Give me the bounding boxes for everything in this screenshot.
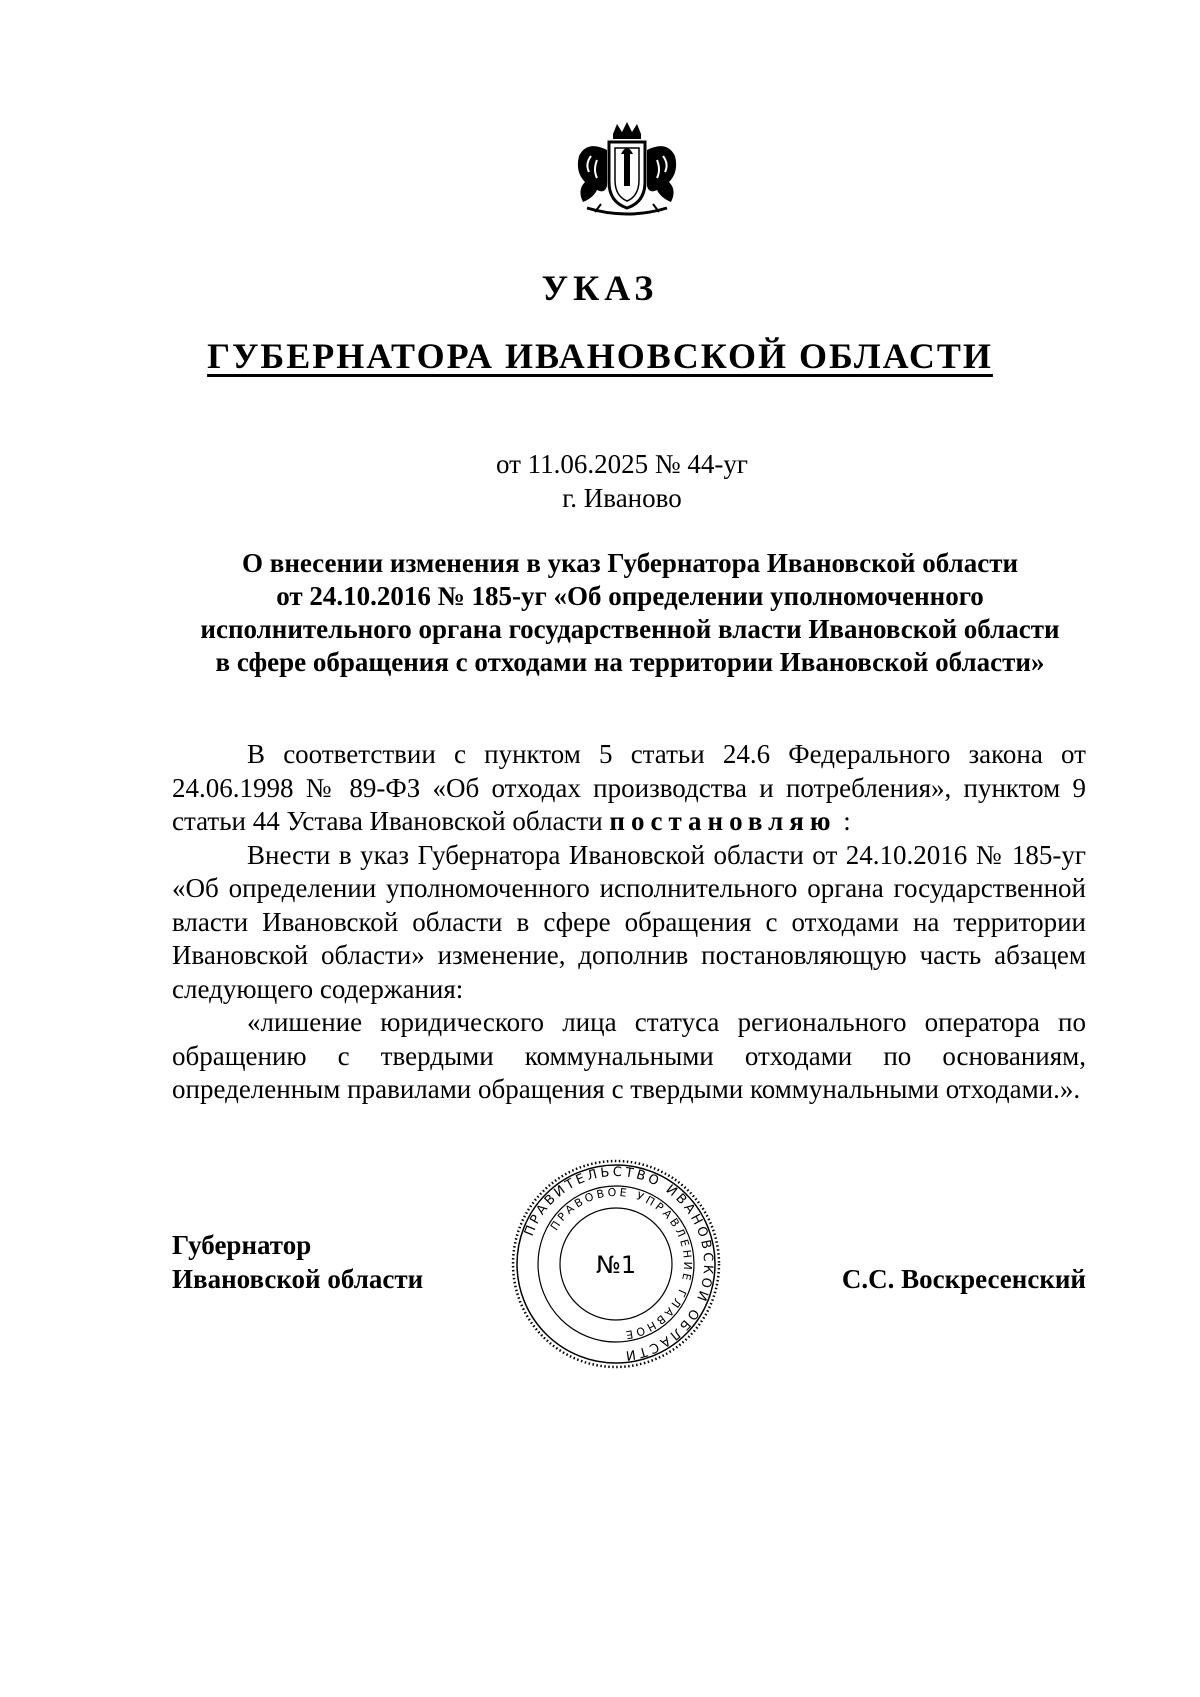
body-paragraph-preamble xyxy=(172,738,1086,839)
signatory-position-line: Ивановской области xyxy=(172,1264,424,1294)
issuer-title-text: ГУБЕРНАТОРА ИВАНОВСКОЙ ОБЛАСТИ xyxy=(207,336,993,376)
stamp-inner-text: ПРАВОВОЕ УПРАВЛЕНИЕ ГЛАВНОЕ xyxy=(547,1185,695,1342)
signatory-position xyxy=(172,1228,423,1296)
document-issuer-title xyxy=(0,336,1200,376)
signatory-name: С.С. Воскресенский xyxy=(841,1264,1086,1294)
official-stamp-icon xyxy=(508,1156,724,1372)
decree-date-number: от 11.06.2025 № 44-уг xyxy=(495,449,749,479)
body-paragraph-quote: «лишение юридического лица статуса регионального оператора по обращению с твердыми коммунальными отходами по основаниям, определенным правилами обращения с твердыми коммунальными отходами.». xyxy=(172,1007,1086,1104)
stamp-number: №1 xyxy=(595,1251,637,1279)
heading-line: в сфере обращения с отходами на территории Ивановской области» xyxy=(215,647,1045,677)
decree-city: г. Иваново xyxy=(562,483,682,513)
decree-heading xyxy=(170,547,1090,679)
document-type-title: УКАЗ xyxy=(541,268,659,308)
decree-word: постановляю xyxy=(609,806,837,836)
coat-of-arms-icon xyxy=(557,120,697,220)
body-paragraph-amendment: Внести в указ Губернатора Ивановской области от 24.10.2016 № 185-уг «Об определении уполномоченного исполнительного органа государственной власти Ивановской области в сфере обращения с отходами на территории Ивановской области» изменение, дополнив постановляющую часть абзацем следующего содержания: xyxy=(172,839,1086,1004)
heading-line: от 24.10.2016 № 185-уг «Об определении уполномоченного xyxy=(276,581,984,611)
signatory-position-line: Губернатор xyxy=(172,1230,312,1260)
heading-line: О внесении изменения в указ Губернатора Ивановской области xyxy=(241,548,1019,578)
heading-line: исполнительного органа государственной власти Ивановской области xyxy=(200,614,1060,644)
preamble-end: : xyxy=(843,806,851,836)
preamble-text: В соответствии с пунктом 5 статьи 24.6 Федерального закона от 24.06.1998 № 89-ФЗ «Об отходах производства и потребления», пунктом 9 статьи 44 Устава Ивановской области xyxy=(172,739,1086,836)
decree-body xyxy=(172,738,1086,1107)
stamp-outer-text: ПРАВИТЕЛЬСТВО ИВАНОВСКОЙ ОБЛАСТИ xyxy=(521,1164,716,1363)
